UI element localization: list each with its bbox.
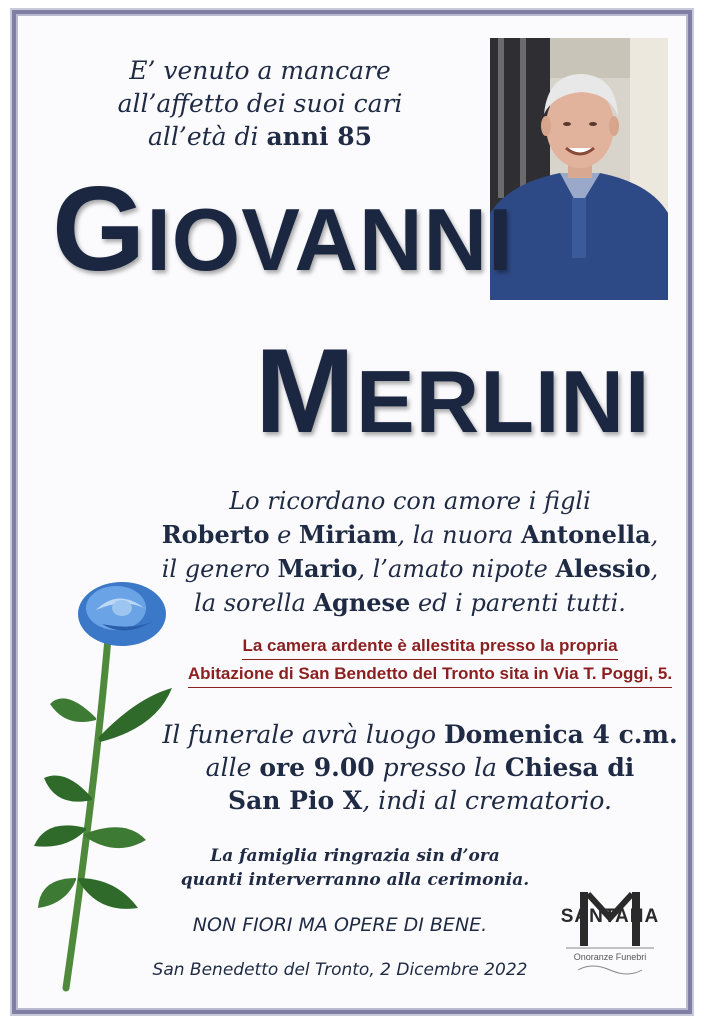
santana-logo xyxy=(552,890,668,982)
logo-subtitle: Onoranze Funebri xyxy=(573,952,647,962)
rel-nuora: , la nuora xyxy=(397,521,521,549)
rel-comma-2: , xyxy=(650,555,659,583)
thanks-line-1: La famiglia ringrazia sin d’ora xyxy=(210,846,500,866)
no-flowers-note: NON FIORI MA OPERE DI BENE. xyxy=(192,914,488,936)
camera-line-1: La camera ardente è allestita presso la propria xyxy=(242,632,617,660)
camera-line-2: Abitazione di San Bendetto del Tronto sita in Via T. Poggi, 5. xyxy=(188,660,672,688)
fun-intro: Il funerale avrà luogo xyxy=(162,720,444,749)
funeral-line-1 xyxy=(150,718,690,751)
relatives-line-2 xyxy=(140,518,680,552)
intro-age-prefix: all’età di xyxy=(147,122,267,151)
fun-presso: presso la xyxy=(374,753,505,782)
rel-mario: Mario xyxy=(277,554,358,583)
rel-sorella: la sorella xyxy=(194,589,314,617)
rel-comma: , xyxy=(650,521,659,549)
last-name-rest: ERLINI xyxy=(355,352,651,451)
rose-illustration xyxy=(26,578,186,998)
rel-and: e xyxy=(269,521,299,549)
last-name xyxy=(255,322,650,460)
thanks-text xyxy=(160,844,550,892)
fun-chiesa: Chiesa di xyxy=(504,753,635,782)
funeral-line-3 xyxy=(150,784,690,817)
intro-text xyxy=(40,54,480,153)
rel-miriam: Miriam xyxy=(298,520,398,549)
relatives-text xyxy=(140,484,680,620)
blue-rose-icon xyxy=(26,578,186,998)
rel-antonella: Antonella xyxy=(520,520,651,549)
rel-genero: il genero xyxy=(161,555,278,583)
first-name-initial: G xyxy=(52,162,147,296)
rel-agnese: Agnese xyxy=(313,588,411,617)
place-date: San Benedetto del Tronto, 2 Dicembre 2022 xyxy=(152,960,528,980)
fun-alle: alle xyxy=(205,753,260,782)
last-name-initial: M xyxy=(255,324,356,458)
relatives-line-3 xyxy=(140,552,680,586)
intro-line-3 xyxy=(40,120,480,153)
fun-date: Domenica 4 c.m. xyxy=(443,720,678,749)
rel-nipote: , l’amato nipote xyxy=(357,555,556,583)
thanks-line-2: quanti interverranno alla cerimonia. xyxy=(180,870,530,890)
first-name-rest: IOVANNI xyxy=(146,190,514,289)
fun-crematorio: , indi al crematorio. xyxy=(362,786,612,815)
rel-roberto: Roberto xyxy=(161,520,270,549)
rel-alessio: Alessio xyxy=(555,554,651,583)
first-name xyxy=(52,160,514,298)
fun-church-name: San Pio X xyxy=(228,786,363,815)
rel-parenti: ed i parenti tutti. xyxy=(410,589,626,617)
funeral-line-2 xyxy=(150,751,690,784)
funeral-text xyxy=(150,718,690,817)
portrait-illustration xyxy=(490,38,668,300)
intro-age: anni 85 xyxy=(266,122,373,151)
logo-emblem xyxy=(552,890,668,982)
intro-line-2: all’affetto dei suoi cari xyxy=(117,89,403,118)
relatives-line-1: Lo ricordano con amore i figli xyxy=(229,487,591,515)
fun-time: ore 9.00 xyxy=(259,753,375,782)
deceased-photo xyxy=(490,38,668,300)
logo-brand: SANTANA xyxy=(560,906,660,927)
intro-line-1: E’ venuto a mancare xyxy=(129,56,391,85)
camera-ardente xyxy=(180,632,680,688)
relatives-line-4 xyxy=(140,586,680,620)
